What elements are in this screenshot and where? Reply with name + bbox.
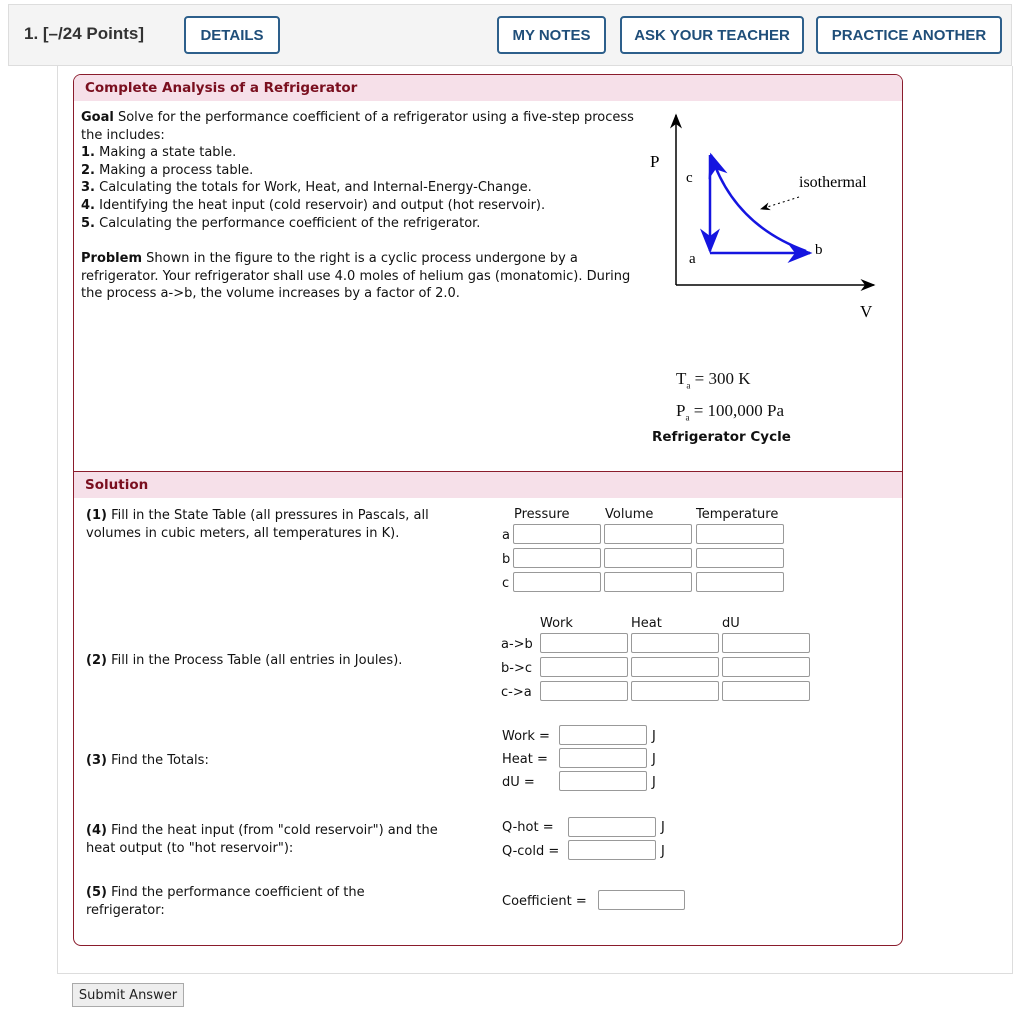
row-a: a bbox=[502, 528, 510, 543]
step-text: Calculating the totals for Work, Heat, and Internal-Energy-Change. bbox=[94, 180, 532, 196]
state-b-pressure-input[interactable] bbox=[513, 548, 601, 568]
step-number: 4. bbox=[81, 197, 95, 213]
step-text: Making a process table. bbox=[94, 162, 254, 178]
state-c-volume-input[interactable] bbox=[604, 572, 692, 592]
temperature-a: $T_a = 300$ K bbox=[676, 369, 751, 391]
state-a-pressure-input[interactable] bbox=[513, 524, 601, 544]
ab-heat-input[interactable] bbox=[631, 633, 719, 653]
unit-j: J bbox=[661, 820, 665, 835]
goal-body: Solve for the performance coefficient of a refrigerator using a five-step process the includes: bbox=[81, 110, 634, 143]
row-c-a: c->a bbox=[501, 685, 532, 700]
my-notes-button[interactable]: MY NOTES bbox=[497, 16, 606, 54]
q5-text: (5) Find the performance coefficient of the refrigerator: bbox=[86, 885, 365, 918]
step-text: Calculating the performance coefficient of the refrigerator. bbox=[94, 215, 481, 231]
practice-another-button[interactable]: PRACTICE ANOTHER bbox=[816, 16, 1002, 54]
total-work-input[interactable] bbox=[559, 725, 647, 745]
ca-work-input[interactable] bbox=[540, 681, 628, 701]
pv-diagram bbox=[634, 105, 894, 345]
step-text: Identifying the heat input (cold reservoir) and output (hot reservoir). bbox=[94, 197, 546, 213]
step-number: 3. bbox=[81, 180, 95, 196]
state-a-temperature-input[interactable] bbox=[696, 524, 784, 544]
total-heat-label: Heat = bbox=[502, 752, 548, 767]
isothermal-label: isothermal bbox=[799, 174, 867, 191]
state-c-temperature-input[interactable] bbox=[696, 572, 784, 592]
coefficient-label: Coefficient = bbox=[502, 894, 587, 909]
problem-text bbox=[81, 250, 641, 303]
state-b-temperature-input[interactable] bbox=[696, 548, 784, 568]
bc-du-input[interactable] bbox=[722, 657, 810, 677]
total-work-label: Work = bbox=[502, 729, 550, 744]
q-cold-input[interactable] bbox=[568, 840, 656, 860]
question-points: 1. [–/24 Points] bbox=[24, 24, 144, 43]
q-hot-input[interactable] bbox=[568, 817, 656, 837]
coefficient-input[interactable] bbox=[598, 890, 685, 910]
problem-box bbox=[73, 74, 903, 946]
unit-j: J bbox=[652, 752, 656, 767]
problem-body: Shown in the figure to the right is a cyclic process undergone by a refrigerator. Your refrigerator shall use 4.0 moles of helium gas (monatomic). During the process a->b, the volume increases by a factor of 2.0. bbox=[81, 251, 631, 302]
step-text: Making a state table. bbox=[94, 145, 237, 161]
step-number: 2. bbox=[81, 162, 95, 178]
problem-label: Problem bbox=[81, 251, 142, 266]
q4-text: (4) Find the heat input (from "cold reservoir") and the heat output (to "hot reservoir"): bbox=[86, 823, 438, 856]
point-a-label: a bbox=[689, 251, 696, 267]
submit-answer-button[interactable]: Submit Answer bbox=[72, 983, 184, 1007]
unit-j: J bbox=[652, 775, 656, 790]
state-c-pressure-input[interactable] bbox=[513, 572, 601, 592]
col-pressure: Pressure bbox=[514, 507, 570, 522]
process-b-c bbox=[711, 155, 806, 251]
total-heat-input[interactable] bbox=[559, 748, 647, 768]
row-b-c: b->c bbox=[501, 661, 532, 676]
col-volume: Volume bbox=[605, 507, 654, 522]
col-du: dU bbox=[722, 616, 740, 631]
step-number: 1. bbox=[81, 145, 95, 161]
q3-text: (3) Find the Totals: bbox=[86, 753, 209, 768]
bc-work-input[interactable] bbox=[540, 657, 628, 677]
isothermal-pointer bbox=[761, 197, 799, 209]
q1-text: (1) Fill in the State Table (all pressures in Pascals, all volumes in cubic meters, all temperatures in K). bbox=[86, 508, 429, 541]
row-b: b bbox=[502, 552, 511, 567]
col-temperature: Temperature bbox=[696, 507, 779, 522]
point-b-label: b bbox=[815, 242, 823, 258]
total-du-input[interactable] bbox=[559, 771, 647, 791]
goal-label: Goal bbox=[81, 110, 114, 125]
point-c-label: c bbox=[686, 170, 693, 186]
figure-caption: Refrigerator Cycle bbox=[652, 429, 791, 445]
row-c: c bbox=[502, 576, 510, 591]
ca-heat-input[interactable] bbox=[631, 681, 719, 701]
v-label: V bbox=[860, 302, 873, 321]
col-heat: Heat bbox=[631, 616, 662, 631]
total-du-label: dU = bbox=[502, 775, 535, 790]
ask-teacher-button[interactable]: ASK YOUR TEACHER bbox=[620, 16, 804, 54]
row-a-b: a->b bbox=[501, 637, 533, 652]
step-number: 5. bbox=[81, 215, 95, 231]
q2-text: (2) Fill in the Process Table (all entries in Joules). bbox=[86, 653, 403, 668]
goal-text bbox=[81, 109, 641, 232]
ab-du-input[interactable] bbox=[722, 633, 810, 653]
q-hot-label: Q-hot = bbox=[502, 820, 554, 835]
solution-title: Solution bbox=[74, 472, 902, 498]
ca-du-input[interactable] bbox=[722, 681, 810, 701]
state-b-volume-input[interactable] bbox=[604, 548, 692, 568]
unit-j: J bbox=[652, 729, 656, 744]
problem-title: Complete Analysis of a Refrigerator bbox=[74, 75, 902, 101]
col-work: Work bbox=[540, 616, 573, 631]
bc-heat-input[interactable] bbox=[631, 657, 719, 677]
p-label: P bbox=[650, 152, 660, 171]
ab-work-input[interactable] bbox=[540, 633, 628, 653]
unit-j: J bbox=[661, 844, 665, 859]
q-cold-label: Q-cold = bbox=[502, 844, 560, 859]
details-button[interactable]: DETAILS bbox=[184, 16, 280, 54]
state-a-volume-input[interactable] bbox=[604, 524, 692, 544]
pressure-a: $P_a = 100,000$ Pa bbox=[676, 401, 785, 423]
